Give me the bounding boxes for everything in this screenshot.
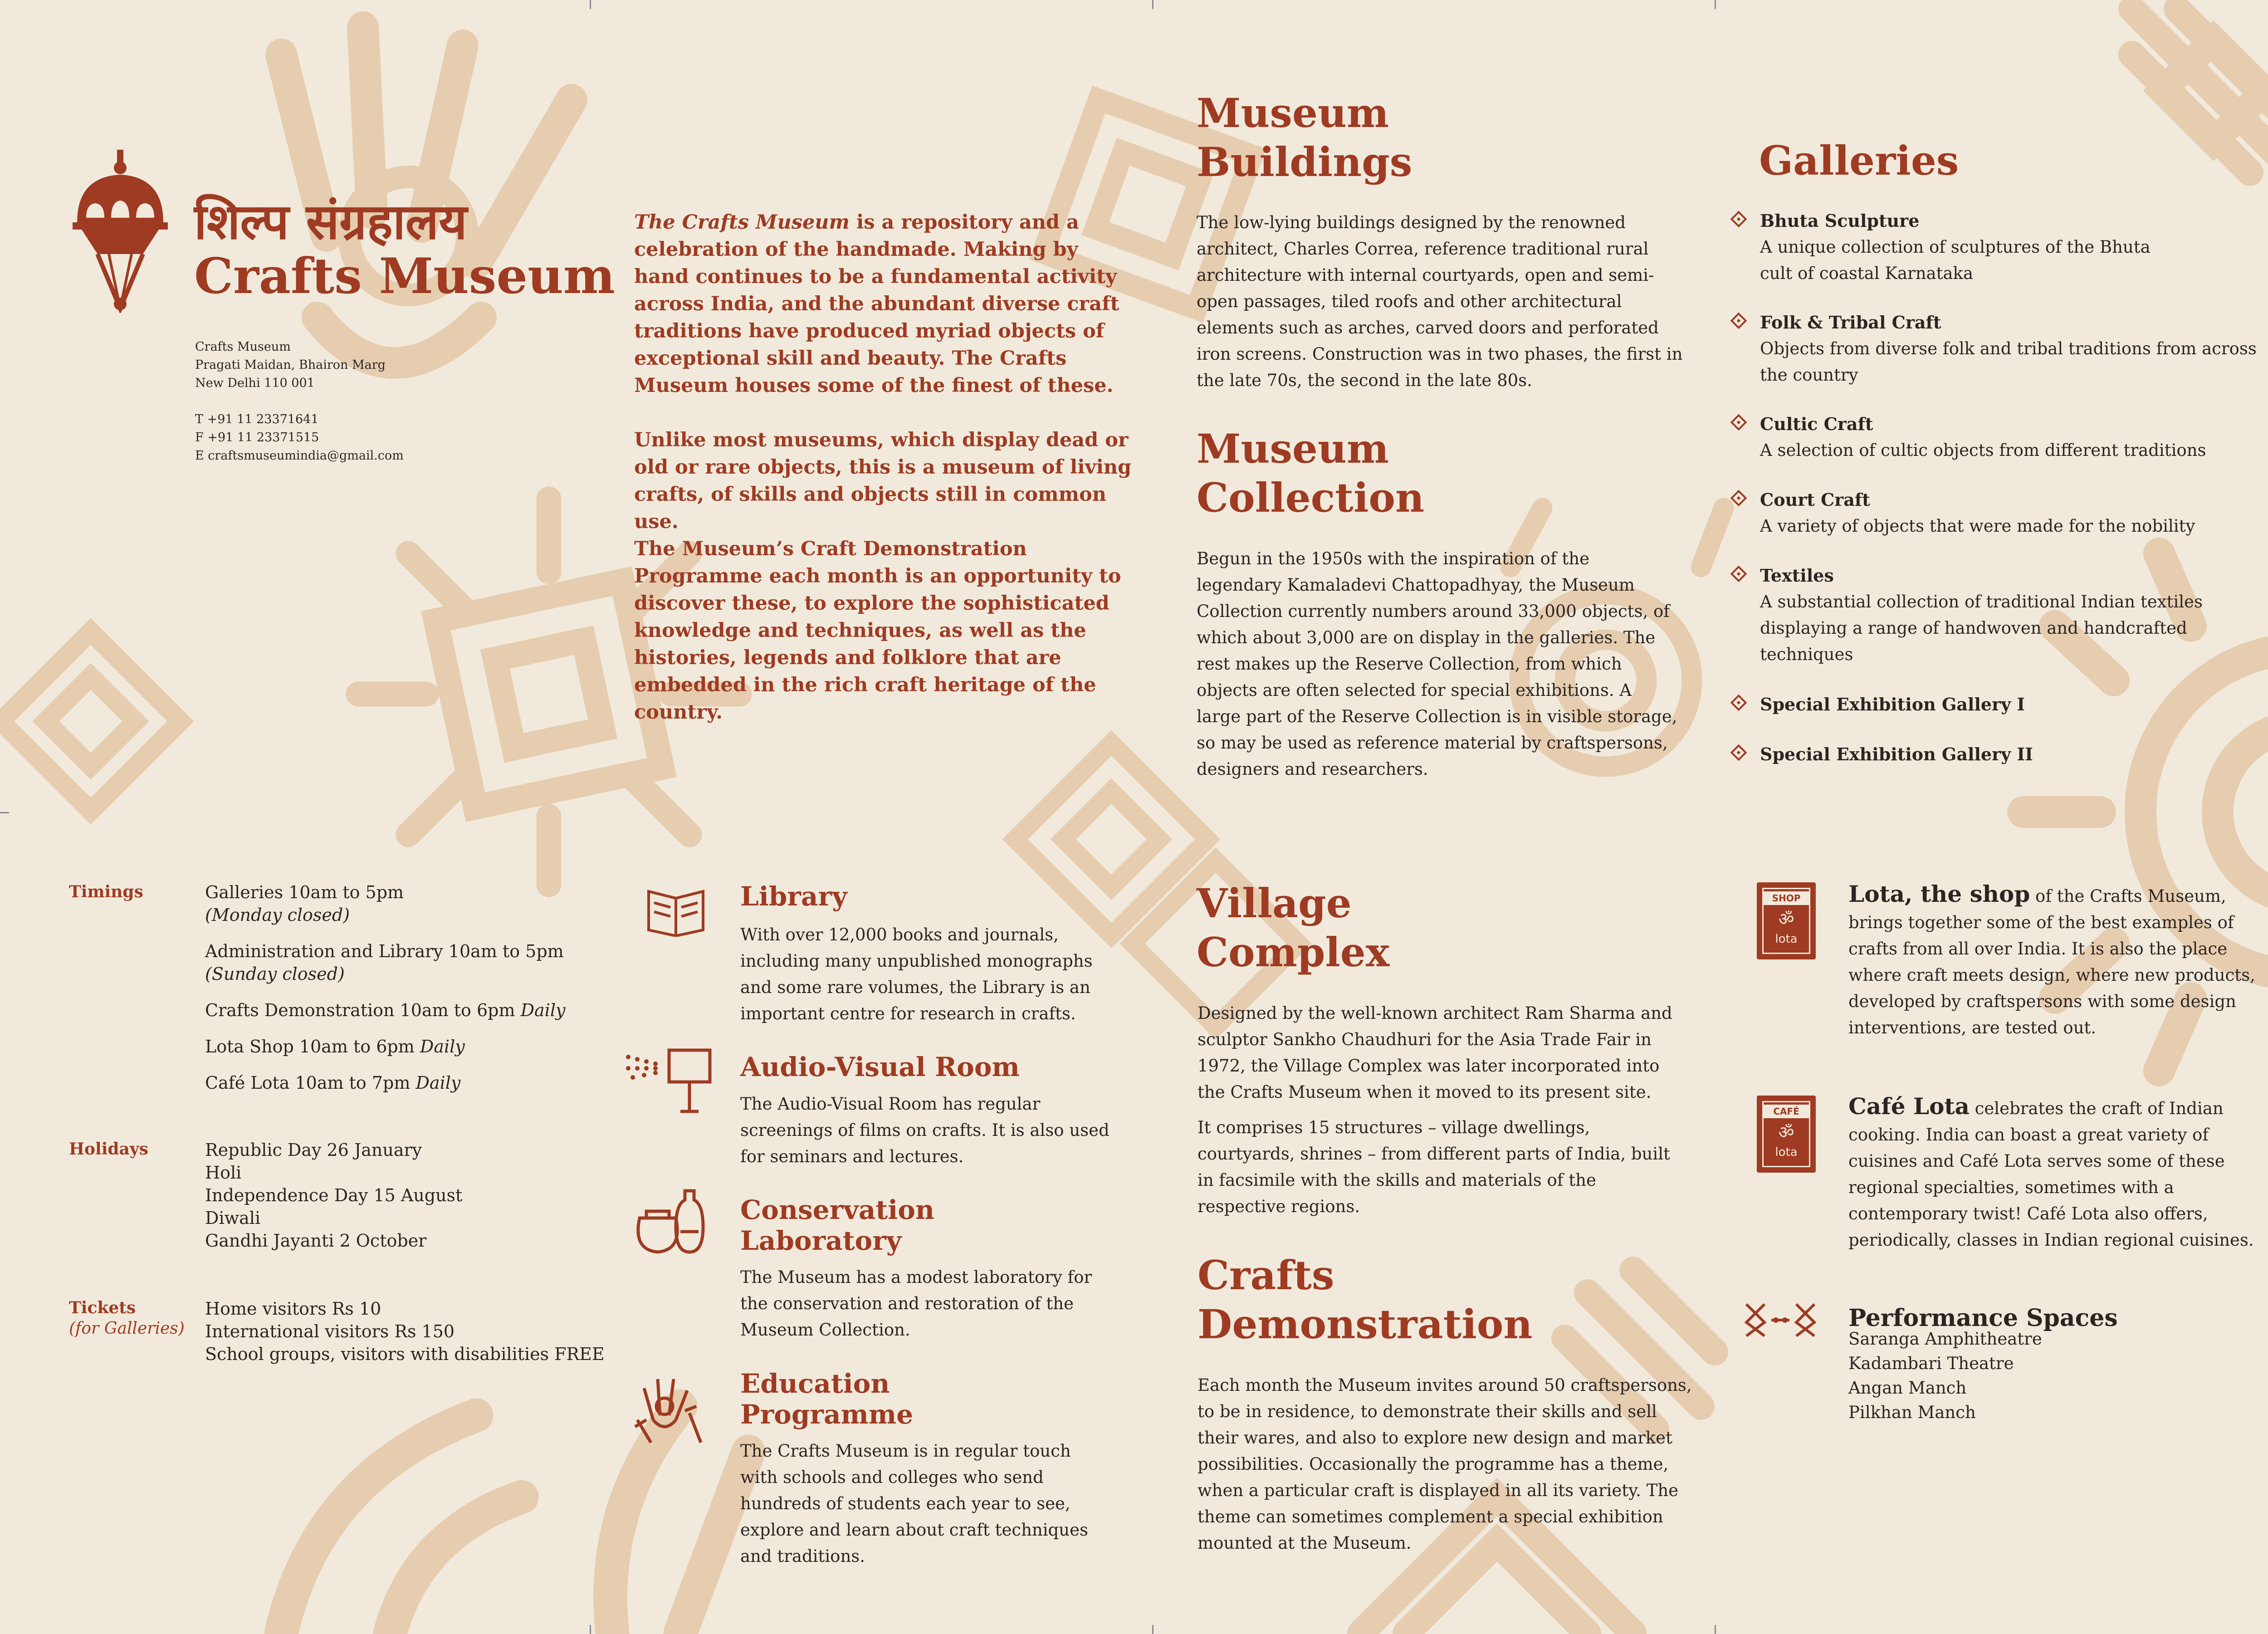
shop-icon-label: SHOP — [1763, 891, 1809, 905]
library-heading: Library — [740, 881, 847, 912]
gallery-item — [1760, 487, 2263, 539]
museum-title: Crafts Museum — [194, 248, 615, 305]
holiday-item: Holi — [205, 1163, 242, 1183]
address-line: New Delhi 110 001 — [195, 376, 315, 390]
village-heading-line2: Complex — [1197, 929, 1390, 976]
timing-note: Daily — [415, 1073, 461, 1093]
cafe-icon-brand: lota — [1775, 1145, 1798, 1159]
gallery-desc: Objects from diverse folk and tribal traditions from across the country — [1760, 339, 2257, 385]
cafe-icon — [1757, 1096, 1816, 1173]
av-room-text: The Audio-Visual Room has regular screenings of films on crafts. It is also used for seminars and lectures. — [740, 1094, 1110, 1166]
cafe-description: celebrates the craft of Indian cooking. India can boast a great variety of cuisines and Café Lota serves some of these regional specialties, sometimes with a contemporary twist! Café Lota also offers, periodically, classes in Indian regional cuisines. — [1848, 1099, 2254, 1250]
performance-motif-icon — [1742, 1300, 1819, 1340]
timing-cafe — [205, 1071, 460, 1094]
intro-lead: The Crafts Museum — [634, 211, 850, 234]
timing-text: Lota Shop 10am to 6pm — [205, 1037, 420, 1057]
timing-demo — [205, 999, 565, 1022]
projector-screen-icon — [624, 1048, 714, 1116]
phone-number: T +91 11 23371641 — [195, 412, 319, 426]
hindi-title: शिल्प संग्रहालय — [194, 193, 467, 250]
intro-paragraph-1 — [634, 209, 1133, 399]
gallery-desc: A variety of objects that were made for the nobility — [1760, 516, 2195, 536]
gallery-name: Special Exhibition Gallery I — [1760, 694, 2025, 714]
collection-heading-line1: Museum — [1197, 425, 1389, 472]
gallery-item — [1760, 411, 2263, 464]
holiday-item: Independence Day 15 August — [205, 1185, 463, 1205]
lamp-logo-icon — [68, 150, 172, 313]
address-block — [195, 338, 404, 465]
timing-note: Daily — [520, 1000, 566, 1020]
ticket-item: Home visitors Rs 10 — [205, 1299, 381, 1319]
gallery-desc: A selection of cultic objects from different traditions — [1760, 440, 2206, 460]
fax-number: F +91 11 23371515 — [195, 431, 319, 445]
holiday-item: Diwali — [205, 1208, 261, 1228]
timing-admin-note — [205, 963, 345, 985]
village-heading-line1: Village — [1197, 880, 1352, 927]
gallery-name: Court Craft — [1760, 489, 1870, 510]
holiday-item: Republic Day 26 January — [205, 1140, 422, 1160]
hand-tools-icon — [633, 1370, 710, 1447]
ticket-item: International visitors Rs 150 — [205, 1321, 455, 1341]
pots-icon — [631, 1186, 708, 1254]
cafe-icon-label: CAFÉ — [1763, 1105, 1809, 1118]
gallery-item — [1760, 563, 2263, 668]
education-heading-line2: Programme — [740, 1399, 914, 1430]
performance-list — [1848, 1327, 2042, 1425]
shop-icon-brand: lota — [1775, 932, 1798, 946]
buildings-heading-line2: Buildings — [1197, 138, 1413, 186]
performance-item: Angan Manch — [1848, 1378, 1967, 1398]
address-line: Pragati Maidan, Bhairon Marg — [195, 358, 386, 372]
shop-icon — [1757, 882, 1816, 959]
gallery-name: Bhuta Sculpture — [1760, 210, 1920, 231]
village-paragraph-2: It comprises 15 structures – village dwellings, courtyards, shrines – from different parts of India, built in facsimile with the skills and materials of the respective regions. — [1198, 1118, 1670, 1216]
shop-heading: Lota, the shop — [1848, 881, 2030, 907]
tickets-label: Tickets — [69, 1298, 136, 1317]
intro-text — [634, 209, 1133, 726]
intro-paragraph-2b: The Museum’s Craft Demonstration Programme each month is an opportunity to discover these, to explore the sophisticated knowledge and techniques, as well as the histories, legends and folklore that are embedded in the rich craft heritage of the country. — [634, 538, 1121, 724]
spiral-diamond-motif — [1, 631, 181, 811]
performance-item: Kadambari Theatre — [1848, 1354, 2014, 1373]
cafe-text — [1848, 1093, 2266, 1253]
crop-mark — [1152, 1625, 1154, 1634]
intro-paragraph-2a: Unlike most museums, which display dead or old or rare objects, this is a museum of living crafts, of skills and objects still in common use. — [634, 429, 1132, 533]
shop-text — [1848, 881, 2266, 1041]
gallery-item — [1760, 691, 2263, 718]
timing-note: Daily — [420, 1037, 465, 1057]
cafe-heading: Café Lota — [1848, 1093, 1970, 1120]
performance-item: Saranga Amphitheatre — [1848, 1329, 2042, 1349]
village-heading — [1197, 879, 1389, 977]
timing-note: (Monday closed) — [205, 905, 350, 925]
buildings-heading — [1197, 88, 1412, 186]
email-address: E craftsmuseumindia@gmail.com — [195, 449, 404, 463]
lota-glyph-icon: ॐ — [1778, 1122, 1794, 1142]
buildings-text: The low-lying buildings designed by the renowned architect, Charles Correa, reference traditional rural architecture with internal courtyards, open and semi-open passages, tiled roofs and other architectural elements such as arches, carved doors and perforated iron screens. Construction was in two phases, the first in the late 70s, the second in the late 80s. — [1197, 213, 1683, 390]
collection-heading — [1197, 424, 1424, 522]
performance-heading: Performance Spaces — [1848, 1304, 2118, 1332]
conservation-text: The Museum has a modest laboratory for the conservation and restoration of the Museum Collection. — [740, 1267, 1092, 1340]
gallery-item — [1760, 309, 2263, 388]
conservation-heading-line1: Conservation — [740, 1194, 935, 1225]
ticket-item: School groups, visitors with disabilities FREE — [205, 1344, 605, 1364]
timings-label: Timings — [69, 882, 143, 901]
address-line: Crafts Museum — [195, 340, 291, 354]
book-icon — [644, 882, 708, 937]
gallery-name: Cultic Craft — [1760, 414, 1873, 434]
galleries-heading: Galleries — [1759, 137, 1959, 184]
lota-glyph-icon: ॐ — [1778, 909, 1794, 929]
buildings-heading-line1: Museum — [1197, 89, 1389, 137]
village-paragraph-1: Designed by the well-known architect Ram Sharma and sculptor Sankho Chaudhuri for the Asia Trade Fair in 1972, the Village Complex was later incorporated into the Crafts Museum when it moved to its present site. — [1198, 1003, 1672, 1102]
crop-mark — [1715, 0, 1716, 9]
gallery-name: Textiles — [1760, 565, 1834, 586]
crop-mark — [0, 812, 9, 813]
crop-mark — [1715, 1625, 1716, 1634]
gallery-desc: A substantial collection of traditional Indian textiles displaying a range of handwoven and handcrafted techniques — [1760, 592, 2203, 664]
library-text: With over 12,000 books and journals, including many unpublished monographs and some rare volumes, the Library is an important centre for research in crafts. — [740, 925, 1093, 1023]
crop-mark — [590, 1625, 591, 1634]
corner-motif — [2132, 9, 2268, 172]
intro-para1-text: is a repository and a celebration of the handmade. Making by hand continues to be a fundamental activity across India, and the abundant diverse craft traditions have produced myriad objects of exceptional skill and beauty. The Crafts Museum houses some of the finest of these. — [634, 211, 1119, 397]
gallery-desc: A unique collection of sculptures of the Bhuta cult of coastal Karnataka — [1760, 237, 2151, 283]
village-text — [1198, 1000, 1683, 1220]
performance-item: Pilkhan Manch — [1848, 1403, 1976, 1422]
holiday-item: Gandhi Jayanti 2 October — [205, 1231, 427, 1251]
demonstration-heading — [1198, 1251, 1532, 1349]
crop-mark — [1152, 0, 1154, 9]
timing-galleries-note — [205, 904, 350, 926]
timing-galleries: Galleries 10am to 5pm — [205, 882, 404, 902]
collection-text: Begun in the 1950s with the inspiration of the legendary Kamaladevi Chattopadhyay, the Museum Collection currently numbers around 33,000 objects, of which about 3,000 are on display in the galleries. The rest makes up the Reserve Collection, from which objects are often selected for special exhibitions. A large part of the Reserve Collection is in visible storage, so may be used as reference material by craftspersons, designers and researchers. — [1197, 549, 1677, 779]
demonstration-heading-line1: Crafts — [1198, 1252, 1334, 1299]
timing-text: Café Lota 10am to 7pm — [205, 1073, 416, 1093]
education-heading — [740, 1368, 913, 1430]
shop-description: of the Crafts Museum, brings together some of the best examples of crafts from all over India. It is also the place where craft meets design, where new products, developed by craftspersons with some design interventions, are tested out. — [1848, 886, 2255, 1037]
conservation-heading-line2: Laboratory — [740, 1225, 902, 1256]
demonstration-text: Each month the Museum invites around 50 craftspersons, to be in residence, to demonstrate their skills and sell their wares, and also to explore new design and market possibilities. Occasionally the programme has a theme, when a particular craft is displayed in all its variety. The theme can sometimes complement a special exhibition mounted at the Museum. — [1198, 1375, 1692, 1553]
timing-shop — [205, 1035, 465, 1058]
demonstration-heading-line2: Demonstration — [1198, 1301, 1533, 1348]
education-text: The Crafts Museum is in regular touch with schools and colleges who send hundreds of students each year to see, explore and learn about craft techniques and traditions. — [740, 1441, 1088, 1566]
timing-note: (Sunday closed) — [205, 964, 345, 984]
gallery-name: Folk & Tribal Craft — [1760, 312, 1941, 333]
conservation-heading — [740, 1194, 934, 1256]
timing-admin: Administration and Library 10am to 5pm — [205, 941, 564, 961]
collection-heading-line2: Collection — [1197, 474, 1424, 521]
holidays-label: Holidays — [69, 1140, 149, 1159]
crop-mark — [590, 0, 591, 9]
education-heading-line1: Education — [740, 1368, 890, 1399]
gallery-item — [1760, 741, 2263, 768]
av-room-heading: Audio-Visual Room — [740, 1052, 1020, 1082]
gallery-item — [1760, 208, 2263, 287]
tickets-sublabel: (for Galleries) — [69, 1319, 185, 1338]
gallery-name: Special Exhibition Gallery II — [1760, 744, 2033, 764]
timing-text: Crafts Demonstration 10am to 6pm — [205, 1000, 521, 1020]
